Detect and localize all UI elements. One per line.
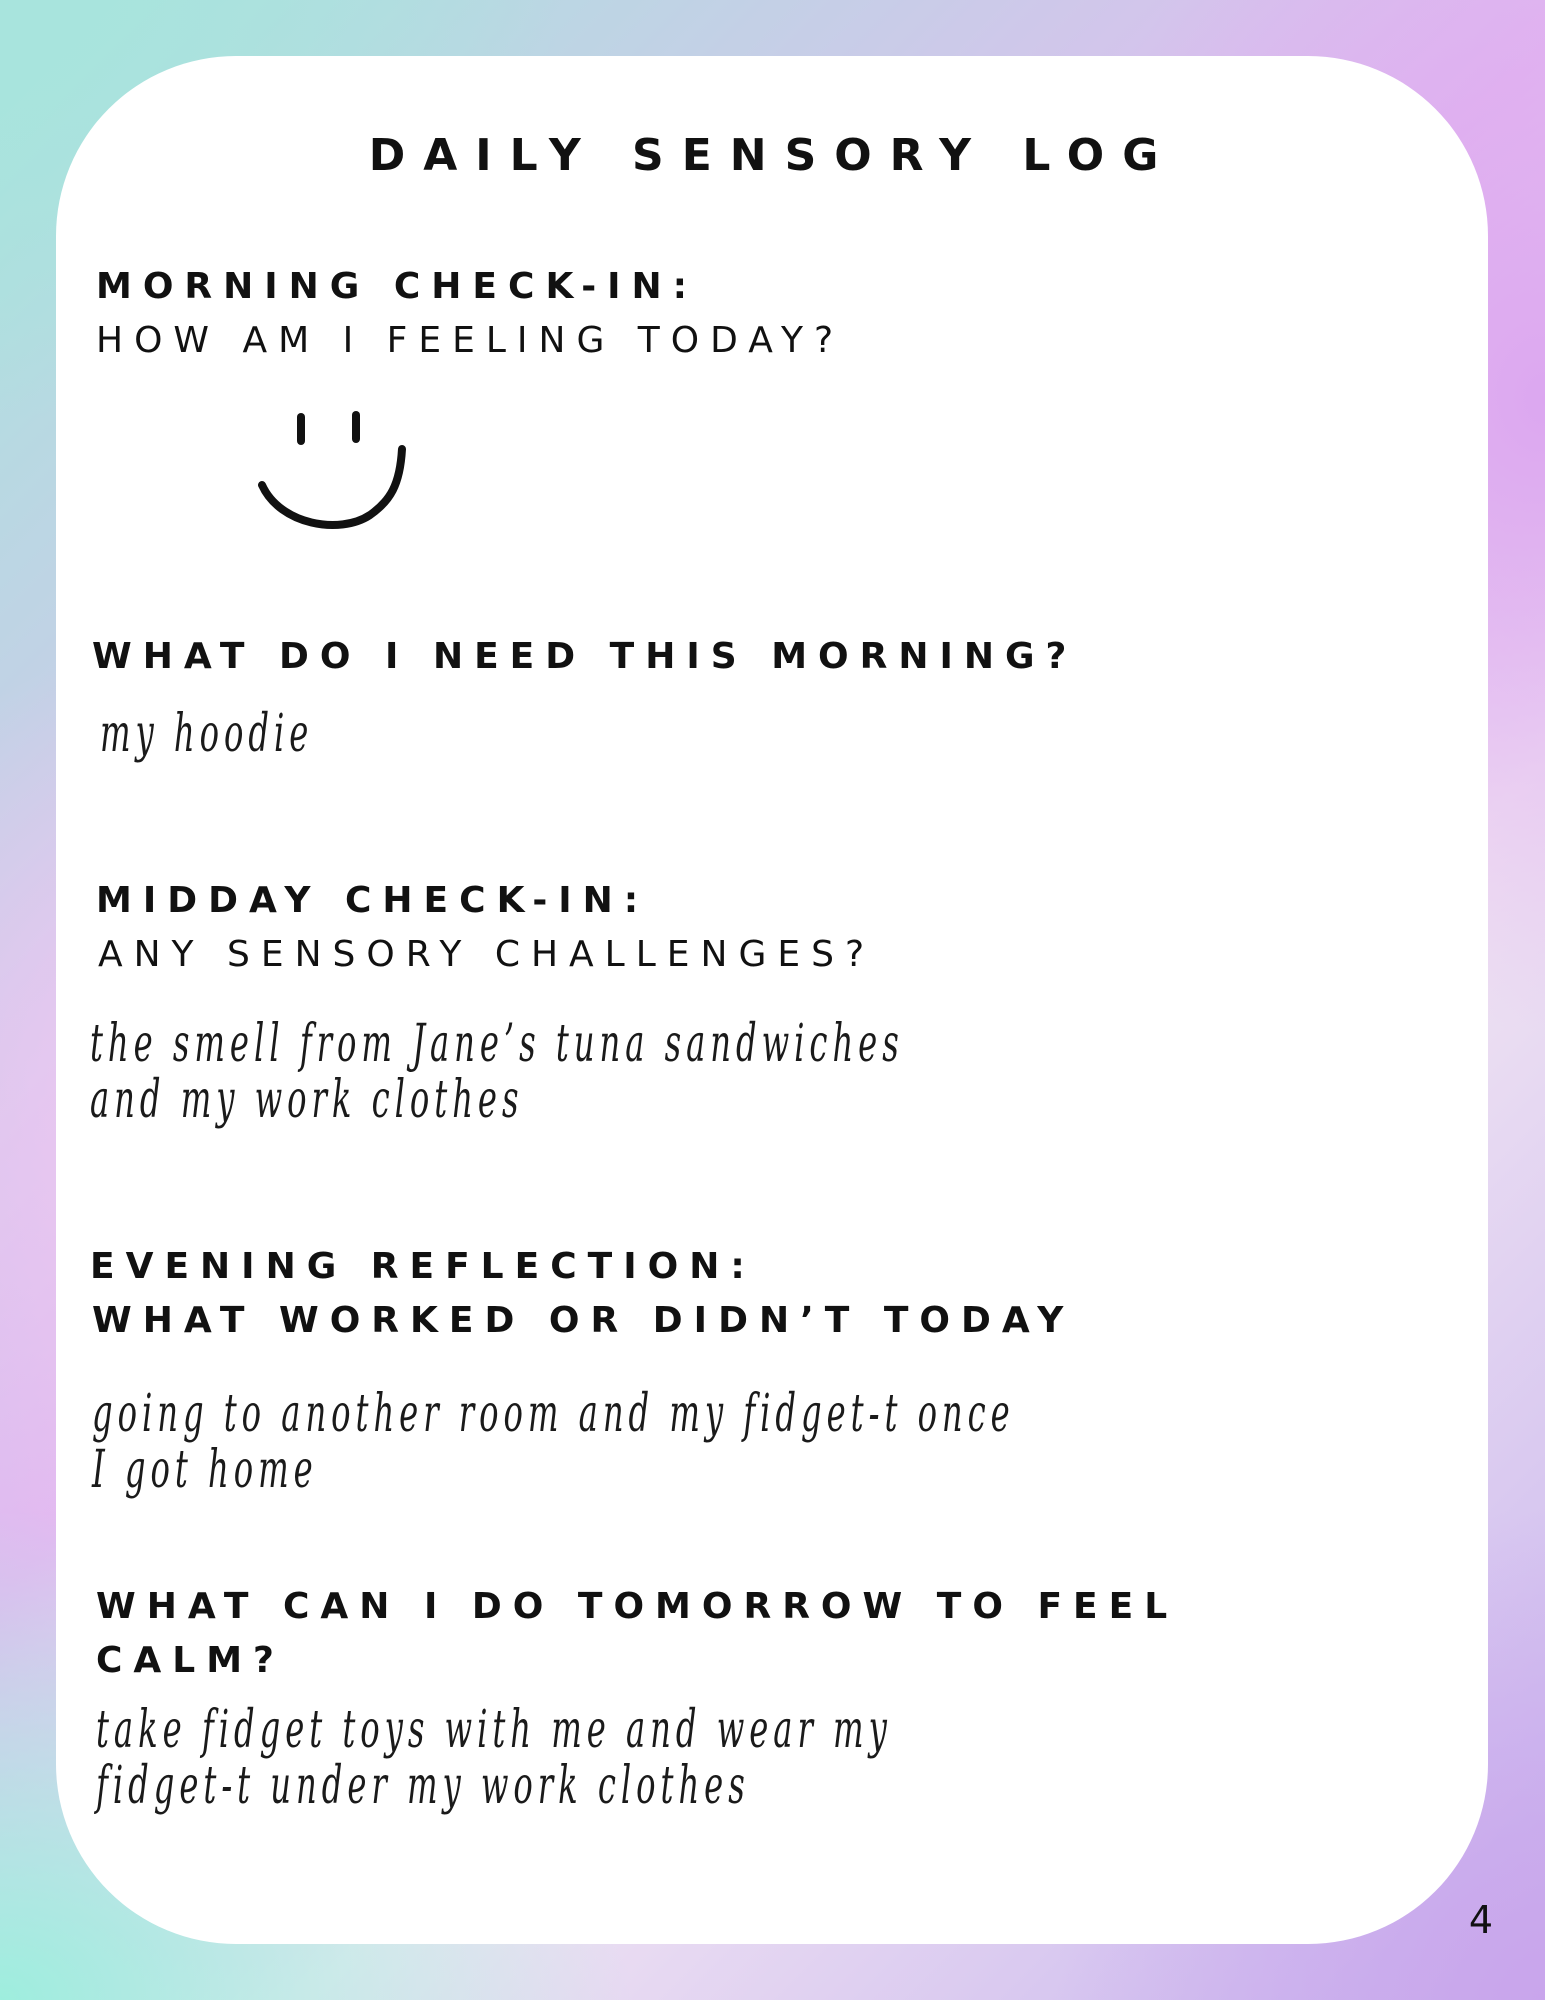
evening-answer-line-1: going to another room and my fidget-t once bbox=[92, 1384, 1015, 1444]
midday-heading: MIDDAY CHECK-IN: bbox=[96, 880, 650, 921]
midday-answer-line-1: the smell from Jane’s tuna sandwiches bbox=[90, 1014, 904, 1074]
tomorrow-answer-line-1: take fidget toys with me and wear my bbox=[96, 1700, 892, 1760]
smiley-face-icon bbox=[250, 405, 420, 545]
tomorrow-question-line-2: CALM? bbox=[96, 1640, 285, 1681]
morning-need-answer: my hoodie bbox=[100, 704, 314, 764]
tomorrow-question-line-1: WHAT CAN I DO TOMORROW TO FEEL bbox=[96, 1586, 1179, 1627]
midday-question: ANY SENSORY CHALLENGES? bbox=[98, 934, 876, 975]
morning-question: HOW AM I FEELING TODAY? bbox=[96, 320, 845, 361]
evening-heading: EVENING REFLECTION: bbox=[90, 1246, 756, 1287]
page-number: 4 bbox=[1468, 1898, 1493, 1942]
evening-answer-line-2: I got home bbox=[92, 1440, 318, 1500]
tomorrow-answer-line-2: fidget-t under my work clothes bbox=[96, 1756, 750, 1816]
evening-question: WHAT WORKED OR DIDN’T TODAY bbox=[92, 1300, 1075, 1341]
morning-heading: MORNING CHECK-IN: bbox=[96, 266, 699, 307]
morning-need-question: WHAT DO I NEED THIS MORNING? bbox=[92, 636, 1078, 677]
midday-answer-line-2: and my work clothes bbox=[90, 1070, 524, 1130]
page-title: DAILY SENSORY LOG bbox=[368, 130, 1177, 181]
